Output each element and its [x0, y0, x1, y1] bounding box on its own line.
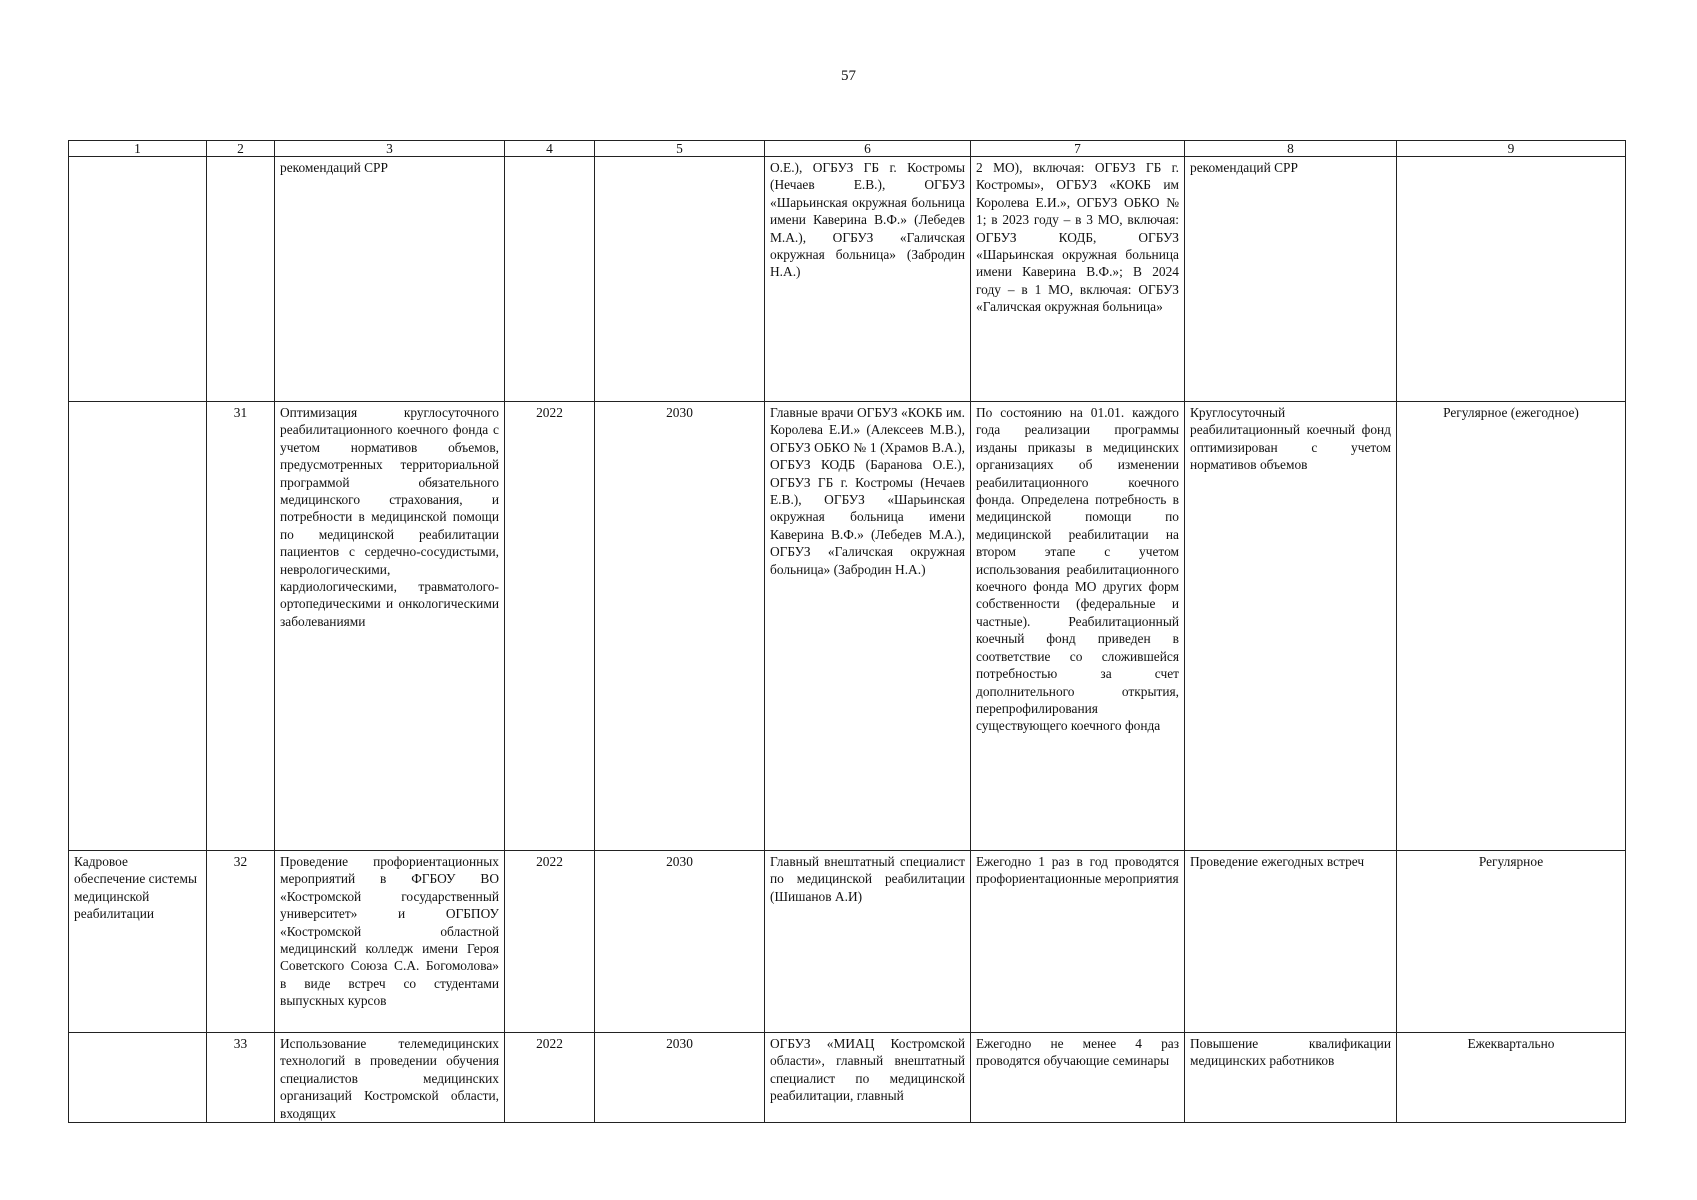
number-cell: 31	[207, 402, 275, 851]
responsible-cell: Главный внештатный специалист по медицинской реабилитации (Шишанов А.И)	[765, 851, 971, 1033]
section-cell	[69, 1033, 207, 1123]
measure-cell: Использование телемедицинских технологий в проведении обучения специалистов медицинских организаций Костромской области, входящих	[275, 1033, 505, 1123]
col-header-1: 1	[69, 141, 207, 157]
end-year-cell	[595, 157, 765, 402]
frequency-cell: Ежеквартально	[1397, 1033, 1626, 1123]
number-cell: 33	[207, 1033, 275, 1123]
frequency-cell: Регулярное	[1397, 851, 1626, 1033]
indicator-cell: Круглосуточный реабилитационный коечный фонд оптимизирован с учетом нормативов объемов	[1185, 402, 1397, 851]
measures-table	[68, 140, 1626, 1123]
indicator-cell: рекомендаций СРР	[1185, 157, 1397, 402]
result-cell: Ежегодно 1 раз в год проводятся профориентационные мероприятия	[971, 851, 1185, 1033]
end-year-cell: 2030	[595, 851, 765, 1033]
col-header-2: 2	[207, 141, 275, 157]
table-row	[69, 1033, 1626, 1123]
col-header-9: 9	[1397, 141, 1626, 157]
col-header-7: 7	[971, 141, 1185, 157]
col-header-3: 3	[275, 141, 505, 157]
end-year-cell: 2030	[595, 402, 765, 851]
start-year-cell: 2022	[505, 851, 595, 1033]
frequency-cell	[1397, 157, 1626, 402]
responsible-cell: ОГБУЗ «МИАЦ Костромской области», главный внештатный специалист по медицинской реабилитации, главный	[765, 1033, 971, 1123]
responsible-cell: О.Е.), ОГБУЗ ГБ г. Костромы (Нечаев Е.В.), ОГБУЗ «Шарьинская окружная больница имени Каверина В.Ф.» (Лебедев М.А.), ОГБУЗ «Галичская окружная больница» (Забродин Н.А.)	[765, 157, 971, 402]
start-year-cell: 2022	[505, 1033, 595, 1123]
result-cell: По состоянию на 01.01. каждого года реализации программы изданы приказы в медицинских организациях об изменении реабилитационного коечного фонда. Определена потребность в медицинской помощи по медицинской реабилитации на втором этапе с учетом использования реабилитационного коечного фонда МО других форм собственности (федеральные и частные). Реабилитационный коечный фонд приведен в соответствие со сложившейся потребностью за счет дополнительного открытия, перепрофилирования существующего коечного фонда	[971, 402, 1185, 851]
page-number: 57	[841, 68, 856, 84]
header-row	[69, 141, 1626, 157]
end-year-cell: 2030	[595, 1033, 765, 1123]
responsible-cell: Главные врачи ОГБУЗ «КОКБ им. Королева Е.И.» (Алексеев М.В.), ОГБУЗ ОБКО № 1 (Храмов В.А.), ОГБУЗ КОДБ (Баранова О.Е.), ОГБУЗ ГБ г. Костромы (Нечаев Е.В.), ОГБУЗ «Шарьинская окружная больница имени Каверина В.Ф.» (Лебедев М.А.), ОГБУЗ «Галичская окружная больница» (Забродин Н.А.)	[765, 402, 971, 851]
col-header-4: 4	[505, 141, 595, 157]
number-cell	[207, 157, 275, 402]
table-row	[69, 402, 1626, 851]
start-year-cell	[505, 157, 595, 402]
indicator-cell: Проведение ежегодных встреч	[1185, 851, 1397, 1033]
measure-cell: Оптимизация круглосуточного реабилитационного коечного фонда с учетом нормативов объемов, предусмотренных территориальной программой обязательного медицинского страхования, и потребности в медицинской помощи по медицинской реабилитации пациентов с сердечно-сосудистыми, неврологическими, кардиологическими, травматолого-ортопедическими и онкологическими заболеваниями	[275, 402, 505, 851]
col-header-5: 5	[595, 141, 765, 157]
section-cell	[69, 157, 207, 402]
indicator-cell: Повышение квалификации медицинских работников	[1185, 1033, 1397, 1123]
section-cell	[69, 402, 207, 851]
result-cell: Ежегодно не менее 4 раз проводятся обучающие семинары	[971, 1033, 1185, 1123]
table-row	[69, 851, 1626, 1033]
col-header-8: 8	[1185, 141, 1397, 157]
frequency-cell: Регулярное (ежегодное)	[1397, 402, 1626, 851]
section-cell: Кадровое обеспечение системы медицинской реабилитации	[69, 851, 207, 1033]
col-header-6: 6	[765, 141, 971, 157]
result-cell: 2 МО), включая: ОГБУЗ ГБ г. Костромы», ОГБУЗ «КОКБ им Королева Е.И.», ОГБУЗ ОБКО № 1; в 2023 году – в 3 МО, включая: ОГБУЗ КОДБ, ОГБУЗ «Шарьинская окружная больница имени Каверина В.Ф.»; В 2024 году – в 1 МО, включая: ОГБУЗ «Галичская окружная больница»	[971, 157, 1185, 402]
measure-cell: рекомендаций СРР	[275, 157, 505, 402]
measure-cell: Проведение профориентационных мероприятий в ФГБОУ ВО «Костромской государственный университет» и ОГБПОУ «Костромской областной медицинский колледж имени Героя Советского Союза С.А. Богомолова» в виде встреч со студентами выпускных курсов	[275, 851, 505, 1033]
start-year-cell: 2022	[505, 402, 595, 851]
number-cell: 32	[207, 851, 275, 1033]
table-row	[69, 157, 1626, 402]
